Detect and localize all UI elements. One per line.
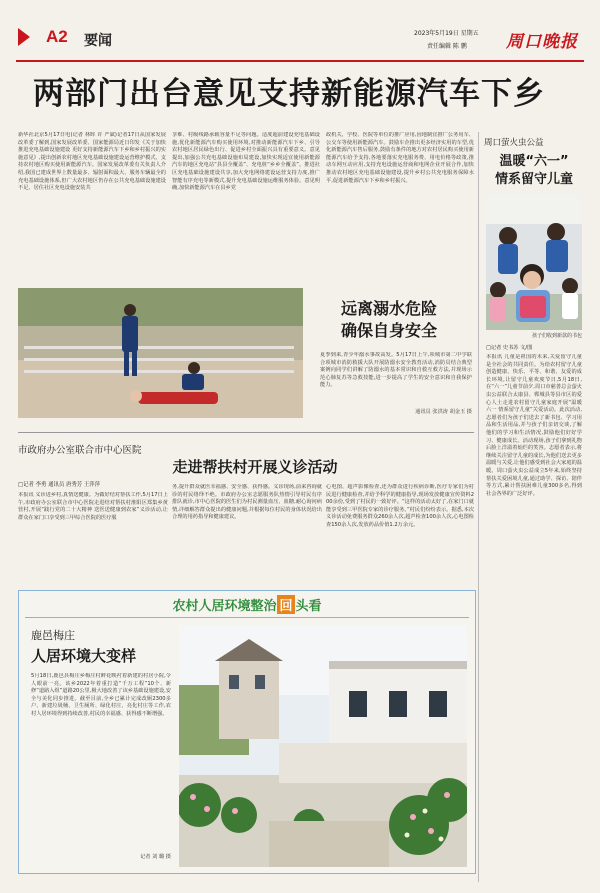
clinic-title: 走进帮扶村开展义诊活动 [172,458,338,476]
rural-story-body: 5月18日,鹿邑县梅庄乡梅庄村鲜花映衬着新建的村居小院,令人眼前一亮。该乡2022年着重打造“千万工程”10个、新修“道路入组”道路20公里,极大地改善了该乡基础设施建设,安全与美化同步推进。截至目前,全乡已累计完成改厕2300多户、新建垃圾桶、卫生厕所、绿化村庄、亮化村庄等工作,农村人居环境得到持续改善,村民的幸福感、获得感不断增强。 [31,673,171,717]
clinic-byline: □记者 李勇 通讯员 唐秀芳 王萍萍 [18,482,101,488]
rural-banner-rule [25,617,469,618]
section-code: A2 [46,27,68,46]
kids-title-line1: 温暖“六一” [499,154,569,169]
rural-banner-text-1: 农村人居环境整治 [172,599,277,614]
clinic-col3: 心电图、超声影像检查,还为群众进行疾病诊断,医疗专家们为村民进行健康检查,并给予科学的健康指导,现场发放健康宣传资料200余份,受到了村民的一致好评。“这样的活动太好了,在家门口就能享受到三甲医院专家的诊疗服务。”村民们纷纷表示。据悉,本次义诊活动免费服务群众260余人次,超声检查100余人次,心电图检查150余人次,发放药品价值1.2万余元。 [326,484,474,528]
rural-kicker: 鹿邑梅庄 [31,629,75,642]
page-header [16,22,584,58]
kids-byline: □记者 史书苏 文/图 [486,345,533,351]
kids-story-body: 本报讯 儿童是祖国的未来,关爱留守儿童是全社会的共同责任。为给农村留守儿童创造健康、快乐、平等、和谐、友爱的成长环境,让留守儿童欢度节日,5月18日,在“六一”儿童节前夕,周口市慈善总会萤火虫公益联合太康县、郸城县等县市区的爱心人士走进农村留守儿童家庭开展“温暖六一 情系留守儿童”关爱活动。此次活动,志愿者们为孩子们送去了新书包、学习用品和生活用品,并与孩子们亲切交谈,了解他们的学习和生活情况,鼓励他们好好学习、健康成长。活动现场,孩子们拿到礼物后脸上洋溢着灿烂的笑容。志愿者表示,将继续关注留守儿童的成长,为他们送去更多温暖与关爱,让他们感受到社会大家庭的温暖。周口萤火虫公益成立5年来,始终坚持帮扶关爱困境儿童,通过助学、探访、陪伴等方式,累计帮扶困难儿童300多名,得到社会各界的广泛好评。 [486,354,582,497]
drowning-title-line1: 远离溺水危险 [340,299,437,318]
ev-article-col1: 新华社北京5月17日电(记者 林晖 许 严斌)记者17日从国家发展改革委了解到,国家发展改革委、国家能源局近日印发《关于加快推进充电基础设施建设 更好支持新能源汽车下乡和乡村振兴的实施意见》,提出创新农村地区充电基础设施建设运营维护模式、支持农村地区购买使用新能源汽车。国家发展改革委有关负责人介绍,我国已建成世界上数量最多、辐射面积最大、服务车辆最全的充电基础设施体系,但广大农村地区仍存在公共充电基础设施建设不足、居住社区充电设施安装共 [18,132,166,192]
drowning-drill-photo [18,288,303,418]
rural-section-box [18,590,476,874]
drowning-story-body: 夏季到来,青少年溺水事故高发。5月17日上午,项城市第二中学联合项城市消防救援大队开展防溺水安全教育活动,消防员结合典型案例向同学们讲解了防溺水的基本常识和自救互救方法,并现场示范心肺复苏等急救技能,进一步提高了学生的安全意识和自我保护能力。 [320,352,472,389]
kids-story-column [480,132,584,882]
clinic-kicker: 市政府办公室联合市中心医院 [18,445,142,456]
drowning-title-line2: 确保自身安全 [340,321,437,340]
rural-byline: 记者 刘 璐 摄 [140,854,171,860]
header-rule [16,60,584,62]
section-name: 要闻 [84,33,112,49]
section-arrow-icon [18,28,30,46]
rural-title: 人居环境大变样 [31,647,137,665]
drowning-byline: 通讯员 张洪涛 胡金玉 摄 [415,409,472,415]
rural-banner-highlight: 回 [277,595,294,614]
ev-article-col2: 享难、村级线路承载容量不足等问题。适度超前建设充电基础设施,优化新能源汽车购买使用环境,对推动新能源汽车下乡、引导农村地区居民绿色出行、促进乡村全面振兴具有重要意义。意见提出,加强公共充电基础设施布局建设,加快实现适宜使用新能源汽车的地区充电站“县县全覆盖”、充电桩“乡乡全覆盖”。推进社区充电基础设施建设共享,加大充电网络建设运营支持力度,推广智能有序充电等新模式,提升充电基础设施运维服务体验。意见明确,加快新能源汽车在县乡党 [172,132,320,192]
main-headline: 两部门出台意见支持新能源汽车下乡 [33,76,545,112]
clinic-col2: 务,提升群众就医幸福感、安全感、获得感。义诊现场,前来咨询就诊的村民络绎不绝。市政府办公室志愿服务队热情引导村民有序排队就诊,市中心医院的医生们为村民测量血压、血糖,耐心询问病情,详细解答群众提出的健康问题,并根据每位村民的身体状况给出合理的用药指导和健康建议。 [172,484,322,521]
kids-photo-caption: 孩子们收到新款的书包 [531,333,582,339]
section-divider-1 [18,432,474,433]
village-photo [179,625,467,867]
ev-article-col3: 政机关、学校、医院等单位的推广应用,因地制宜推广公务用车、公交车等使用新能源汽车。鼓励车企推出更多经济实用的车型,优化新能源汽车售后服务,鼓励有条件的地方对农村居民购买使用新能源汽车给予支持,各地要落实充电服务费、用电价格等政策,推动车网互动应用,支持充电设施运营商和电网企业开展合作,加快推动农村地区充电基础设施建设,提升乡村公共充电服务保障水平,促进新能源汽车下乡和乡村振兴。 [326,132,474,184]
kids-title-small: 周口萤火虫公益 [484,138,544,148]
children-photo [486,194,582,330]
masthead-logo: 周口晚报 [506,32,578,52]
editor-line: 责任编辑 陈 鹏 [427,43,467,50]
rural-banner [19,595,475,615]
clinic-col1: 本报讯 义诊进乡村,真情送健康。为做好结对帮扶工作,5月17日上午,市政府办公室联合市中心医院走进结对帮扶村淮阳区郑集乡黄营村,开展“践行党的二十大精神 送医送健康到农家”义诊活动,让群众在家门口享受到三甲综合医院的医疗服 [18,492,168,521]
issue-date: 2023年5月19日 星期五 [414,30,479,37]
right-column-divider [478,132,479,882]
kids-title-line2: 情系留守儿童 [494,172,573,187]
rural-banner-text-2: 头看 [295,599,322,614]
